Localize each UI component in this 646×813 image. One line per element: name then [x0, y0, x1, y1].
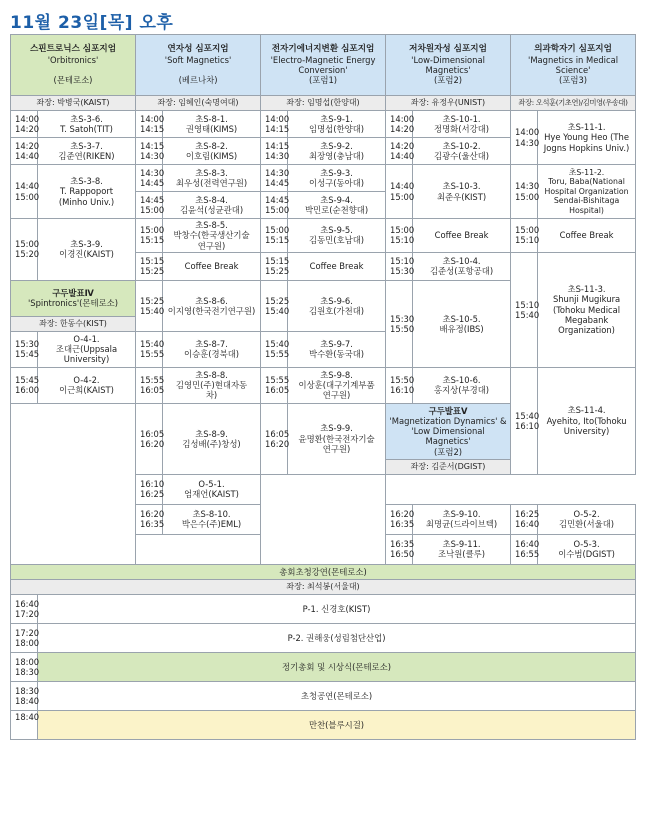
talk-item: 초S-9-2. 최장영(충남대) [288, 138, 386, 165]
talk-item: 초S-9-5. 김동민(호남대) [288, 219, 386, 253]
talk-time: 16:10 16:25 [136, 474, 163, 504]
header-row [11, 35, 636, 96]
talk-time: 14:00 14:20 [386, 111, 413, 138]
talk-time: 16:35 16:50 [386, 534, 413, 564]
talk-item: 초S-10-3. 최준우(KIST) [413, 165, 511, 219]
talk-item: 초S-11-1. Hye Young Heo (The Jogns Hopkins Univ.) [538, 111, 636, 165]
talk-time: 15:00 15:10 [511, 219, 538, 253]
talk-item: 초S-9-10. 최명균(드라이브텍) [413, 504, 511, 534]
talk-time: 15:30 15:50 [386, 280, 413, 367]
talk-item: 초S-8-9. 김성배(주)창성) [163, 403, 261, 474]
talk-item: 초S-10-6. 홍지상(부경대) [413, 367, 511, 403]
event-time: 18:30 18:40 [11, 681, 38, 710]
talk-item: 초S-10-5. 배유정(IBS) [413, 280, 511, 367]
talk-time: 16:05 16:20 [136, 403, 163, 474]
talk-item: 초S-8-5. 박창수(한국생산기술 연구원) [163, 219, 261, 253]
event-time: 16:40 17:20 [11, 594, 38, 623]
plenary-chair: 좌장: 최석봉(서울대) [11, 579, 636, 594]
talk-time: 14:40 15:00 [386, 165, 413, 219]
talk-time: 15:55 16:05 [136, 367, 163, 403]
invited-performance: 초청공연(몬테로소) [38, 681, 636, 710]
talk-time: 15:00 15:10 [386, 219, 413, 253]
talk-item: 초S-10-4. 김준성(포항공대) [413, 252, 511, 280]
page-title: 11월 23일[목] 오후 [10, 13, 174, 33]
talk-time: 14:20 14:40 [386, 138, 413, 165]
talk-item: 초S-8-7. 이승훈(경북대) [163, 331, 261, 367]
talk-item: 초S-9-6. 김원호(가천대) [288, 280, 386, 331]
talk-time: 15:15 15:25 [261, 252, 288, 280]
talk-item: 초S-8-6. 이지영(한국전기연구원) [163, 280, 261, 331]
talk-time: 15:10 15:30 [386, 252, 413, 280]
talk-time: 15:15 15:25 [136, 252, 163, 280]
session-header: 연자성 심포지엄 'Soft Magnetics' (베르나차) [136, 35, 261, 96]
talk-item: 초S-11-3. Shunji Mugikura (Tohoku Medical Megabank Organization) [538, 252, 636, 367]
talk-time: 16:40 16:55 [511, 534, 538, 564]
oral-session-chair: 좌장: 한동수(KIST) [11, 316, 136, 331]
talk-time: 15:45 16:00 [11, 367, 38, 403]
talk-item: 초S-3-9. 이경진(KAIST) [38, 219, 136, 281]
talk-time: 14:00 14:15 [136, 111, 163, 138]
coffee-break: Coffee Break [163, 252, 261, 280]
talk-time: 16:05 16:20 [261, 403, 288, 474]
talk-item: 초S-9-8. 이상훈(대구기계부품 연구원) [288, 367, 386, 403]
talk-item: 초S-8-4. 김윤석(성균관대) [163, 192, 261, 219]
oral-session-header: 구두발표Ⅳ 'Spintronics'(몬테로소) [11, 280, 136, 316]
talk-item: 초S-9-9. 윤명환(한국전자기술 연구원) [288, 403, 386, 474]
talk-time: 14:00 14:20 [11, 111, 38, 138]
talk-time: 16:20 16:35 [136, 504, 163, 534]
talk-item: 초S-8-8. 김영민(주)현대자동 차) [163, 367, 261, 403]
empty-slot [11, 403, 136, 564]
talk-time: 14:30 14:45 [261, 165, 288, 192]
talk-item: 초S-9-7. 박수환(동국대) [288, 331, 386, 367]
talk-time: 15:00 15:15 [261, 219, 288, 253]
talk-item: 초S-10-1. 정명화(서강대) [413, 111, 511, 138]
chair-row [11, 96, 636, 111]
talk-time: 15:25 15:40 [136, 280, 163, 331]
session-chair: 좌장: 임혜인(숙명여대) [136, 96, 261, 111]
talk-item: 초S-11-4. Ayehito, Ito(Tohoku University) [538, 367, 636, 474]
talk-time: 15:00 15:15 [136, 219, 163, 253]
talk-item: 초S-8-1. 권영태(KIMS) [163, 111, 261, 138]
talk-item: 초S-9-11. 조낙원(클루) [413, 534, 511, 564]
talk-item: 초S-8-3. 최우성(전력연구원) [163, 165, 261, 192]
session-chair: 좌장: 임명섭(한양대) [261, 96, 386, 111]
talk-time: 15:10 15:40 [511, 252, 538, 367]
talk-time: 14:30 15:00 [511, 165, 538, 219]
session-chair: 좌장: 박병국(KAIST) [11, 96, 136, 111]
session-chair: 좌장: 오석훈(기초연)/김미영(우송대) [511, 96, 636, 111]
talk-time: 16:25 16:40 [511, 504, 538, 534]
talk-time: 15:40 15:55 [136, 331, 163, 367]
session-header: 전자기에너지변환 심포지엄 'Electro-Magnetic Energy Conversion' (포럼1) [261, 35, 386, 96]
talk-time: 16:20 16:35 [386, 504, 413, 534]
talk-time: 14:00 14:15 [261, 111, 288, 138]
talk-time: 14:15 14:30 [136, 138, 163, 165]
plenary-title: 총회초청강연(몬테로소) [11, 564, 636, 579]
talk-item: 초S-9-4. 박민로(순천향대) [288, 192, 386, 219]
talk-item: O-5-3. 이수범(DGIST) [538, 534, 636, 564]
talk-item: 초S-11-2. Toru, Baba(National Hospital Organization Sendai-Bishitaga Hospital) [538, 165, 636, 219]
talk-time: 15:40 15:55 [261, 331, 288, 367]
talk-time: 14:20 14:40 [11, 138, 38, 165]
talk-time: 15:30 15:45 [11, 331, 38, 367]
event-time: 18:00 18:30 [11, 652, 38, 681]
talk-time: 15:50 16:10 [386, 367, 413, 403]
plenary-talk: P-2. 권해웅(성림첨단산업) [38, 623, 636, 652]
talk-item: 초S-8-2. 이호림(KIMS) [163, 138, 261, 165]
coffee-break: Coffee Break [288, 252, 386, 280]
talk-item: 초S-3-8. T. Rappoport (Minho Univ.) [38, 165, 136, 219]
session-header: 저차원자성 심포지엄 'Low-Dimensional Magnetics' (포럼2) [386, 35, 511, 96]
talk-time: 14:15 14:30 [261, 138, 288, 165]
schedule-table [10, 34, 636, 740]
talk-time: 15:00 15:20 [11, 219, 38, 281]
coffee-break: Coffee Break [538, 219, 636, 253]
talk-item: 초S-9-1. 임명섭(한양대) [288, 111, 386, 138]
talk-time: 15:40 16:10 [511, 367, 538, 474]
talk-time: 14:00 14:30 [511, 111, 538, 165]
general-meeting: 정기총회 및 시상식(몬테로소) [38, 652, 636, 681]
plenary-talk: P-1. 신경호(KIST) [38, 594, 636, 623]
session-chair: 좌장: 유정우(UNIST) [386, 96, 511, 111]
talk-time: 14:40 15:00 [11, 165, 38, 219]
talk-time: 14:45 15:00 [136, 192, 163, 219]
talk-item: O-4-2. 이근희(KAIST) [38, 367, 136, 403]
session-header: 스핀트로닉스 심포지엄 'Orbitronics' (몬테로소) [11, 35, 136, 96]
talk-item: 초S-8-10. 박은수(주)EML) [163, 504, 261, 534]
talk-item: 초S-10-2. 김광수(울산대) [413, 138, 511, 165]
coffee-break: Coffee Break [413, 219, 511, 253]
talk-time: 14:45 15:00 [261, 192, 288, 219]
banquet: 만찬(블루시걸) [38, 710, 636, 739]
empty-slot [261, 474, 386, 564]
talk-item: O-5-1. 엄재언(KAIST) [163, 474, 261, 504]
oral-session-header: 구두발표Ⅴ 'Magnetization Dynamics' & 'Low Dimensional Magnetics' (포럼2) [386, 403, 511, 459]
talk-time: 15:25 15:40 [261, 280, 288, 331]
event-time: 18:40 [11, 710, 38, 739]
talk-item: O-5-2. 김민환(서울대) [538, 504, 636, 534]
talk-item: O-4-1. 조대근(Uppsala University) [38, 331, 136, 367]
talk-time: 15:55 16:05 [261, 367, 288, 403]
talk-item: 초S-9-3. 이성구(동아대) [288, 165, 386, 192]
empty-slot [136, 534, 261, 564]
talk-item: 초S-3-7. 김준연(RIKEN) [38, 138, 136, 165]
talk-item: 초S-3-6. T. Satoh(TIT) [38, 111, 136, 138]
talk-time: 14:30 14:45 [136, 165, 163, 192]
session-header: 의과학자기 심포지엄 'Magnetics in Medical Science' (포럼3) [511, 35, 636, 96]
event-time: 17:20 18:00 [11, 623, 38, 652]
oral-session-chair: 좌장: 김준서(DGIST) [386, 459, 511, 474]
